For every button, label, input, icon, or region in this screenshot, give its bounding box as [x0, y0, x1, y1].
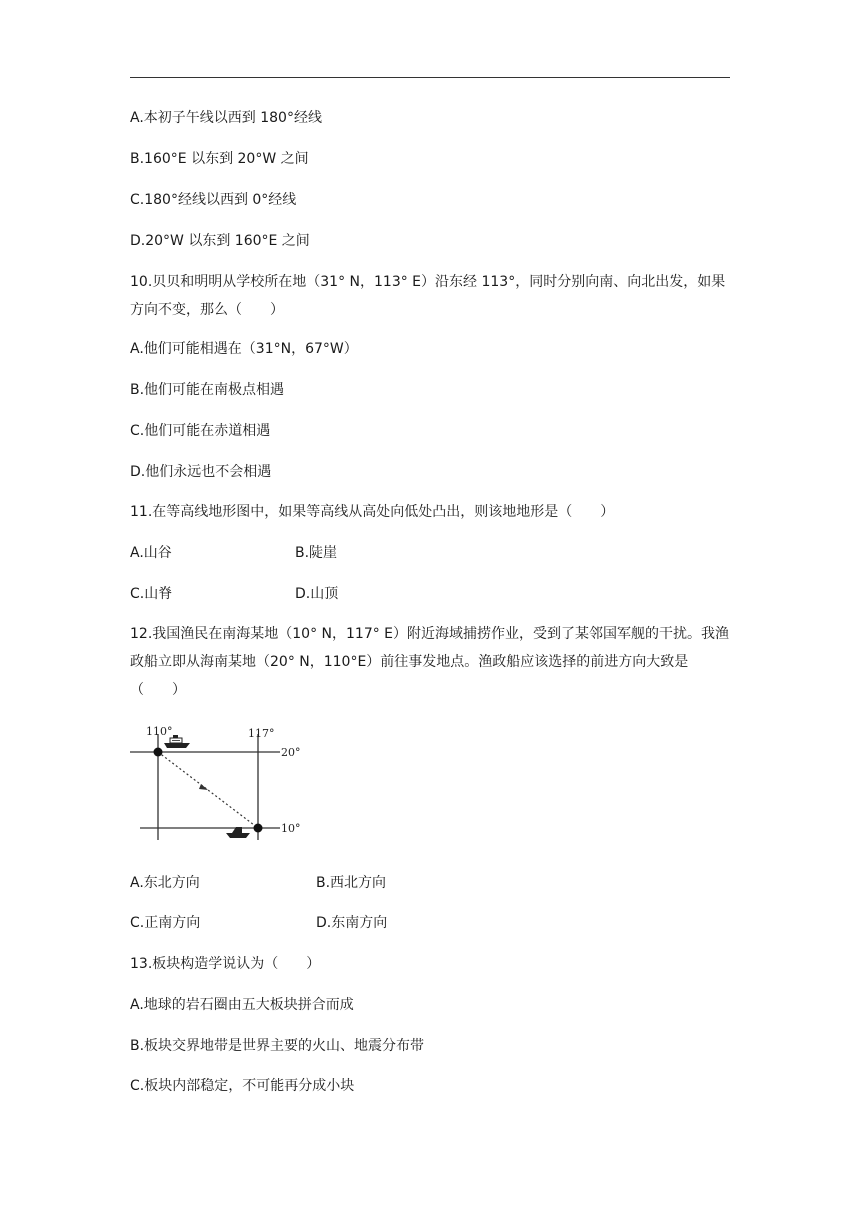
start-point — [154, 748, 163, 757]
q9-option-a: A.本初子午线以西到 180°经线 — [130, 110, 322, 126]
q10-option-c: C.他们可能在赤道相遇 — [130, 423, 271, 439]
lat-label-10: 10° — [281, 822, 301, 835]
lon-label-117: 117° — [248, 727, 275, 740]
end-point — [254, 824, 263, 833]
q11-option-b: B.陡崖 — [295, 545, 338, 561]
lon-label-110: 110° — [146, 725, 173, 738]
header-rule — [130, 77, 730, 78]
q13-option-b: B.板块交界地带是世界主要的火山、地震分布带 — [130, 1038, 425, 1054]
q9-option-b: B.160°E 以东到 20°W 之间 — [130, 151, 309, 167]
q12-option-b: B.西北方向 — [316, 875, 387, 891]
q11-option-a: A.山谷 — [130, 545, 172, 561]
lat-label-20: 20° — [281, 746, 301, 759]
direction-arrow-icon — [199, 784, 208, 790]
q13-stem: 13.板块构造学说认为（ ） — [130, 956, 321, 972]
q10-option-d: D.他们永远也不会相遇 — [130, 464, 272, 480]
q11-option-d: D.山顶 — [295, 586, 339, 602]
q13-option-c: C.板块内部稳定，不可能再分成小块 — [130, 1078, 355, 1094]
fishing-boat-icon — [226, 827, 250, 838]
q10-stem: 10.贝贝和明明从学校所在地（31° N，113° E）沿东经 113°，同时分别向南、向北出发，如果方向不变，那么（ ） — [130, 274, 726, 318]
q11-stem: 11.在等高线地形图中，如果等高线从高处向低处凸出，则该地地形是（ ） — [130, 504, 615, 520]
q10-option-a: A.他们可能相遇在（31°N，67°W） — [130, 341, 358, 357]
q12-stem: 12.我国渔民在南海某地（10° N，117° E）附近海域捕捞作业，受到了某邻国军舰的干扰。我渔政船立即从海南某地（20° N，110°E）前往事发地点。渔政船应该选择的前进方向大致是（ ） — [130, 626, 730, 698]
q12-option-a: A.东北方向 — [130, 875, 200, 891]
q12-option-d: D.东南方向 — [316, 915, 388, 931]
q9-option-c: C.180°经线以西到 0°经线 — [130, 192, 297, 208]
q11-option-c: C.山脊 — [130, 586, 173, 602]
q9-option-d: D.20°W 以东到 160°E 之间 — [130, 233, 310, 249]
q13-option-a: A.地球的岩石圈由五大板块拼合而成 — [130, 997, 354, 1013]
q10-option-b: B.他们可能在南极点相遇 — [130, 382, 285, 398]
q12-option-c: C.正南方向 — [130, 915, 201, 931]
lat-lon-grid-figure — [128, 722, 308, 842]
